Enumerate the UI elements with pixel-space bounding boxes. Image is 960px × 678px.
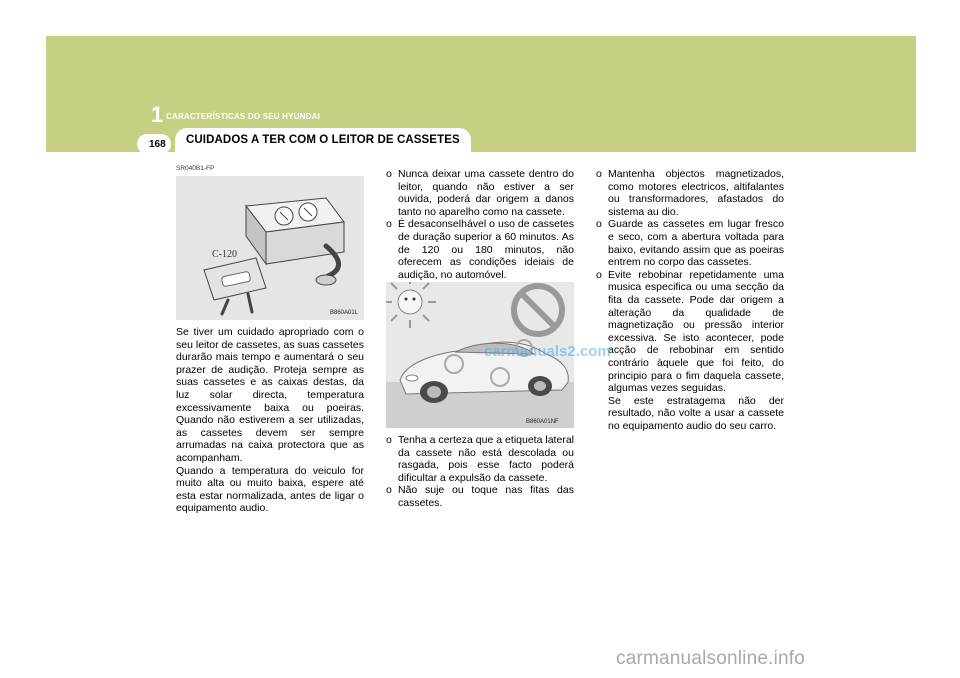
bullet-mark: o — [386, 218, 392, 231]
section-title: CUIDADOS A TER COM O LEITOR DE CASSETES — [186, 134, 460, 146]
list-item: o Tenha a certeza que a etiqueta lateral da cassete não está descolada ou rasgada, pois esse facto poderá dificultar a expulsão da cassete. — [386, 434, 574, 484]
watermark-mid[interactable]: carmanuals2.com — [484, 343, 611, 360]
photo-code: B860A01NF — [526, 419, 559, 425]
list-item: o É desaconselhável o uso de cassetes de duração superior a 60 minutos. As de 120 ou 180 minutos, não oferecem as condições ideiais de audição, no automóvel. — [386, 218, 574, 281]
cassette-player-illustration — [176, 176, 364, 320]
page-number: 168 — [149, 139, 166, 150]
bullet-mark: o — [596, 218, 602, 231]
list-item: o Evite rebobinar repetidamente uma musica especifica ou uma secção da fita da cassete. Pode dar origem a alteração da qualidade de magnetização ou pressão interior excessiva. Se isto acontecer, pode acção de rebobinar em sentido contrário àquele que foi feito, do principio para o fim daquela cassete, algumas vezes seguidas. — [596, 268, 784, 395]
figure-reference: SR040B1-FP — [176, 165, 215, 172]
intro-paragraph: Se tiver um cuidado apropriado com o seu leitor de cassetes, as suas cassetes durarão mais tempo e aumentará o seu prazer de audição. Proteja sempre as suas cassetes e as caixas destas, da luz solar directa, temperatura excessivamente baixa ou poeiras. Quando não estiverem a ser utilizadas, as cassetes devem ser sempre arrumadas na caixa protectora que as acompanham. — [176, 326, 364, 464]
column-2-bottom — [386, 434, 574, 510]
list-item: o Mantenha objectos magnetizados, como motores electricos, altifalantes ou transformadores, afastados do sistema au dio. — [596, 168, 784, 218]
bullet-mark: o — [596, 268, 602, 281]
bullet-mark: o — [596, 168, 602, 180]
chapter-number: 1 — [151, 102, 164, 127]
list-item: o Nunca deixar uma cassete dentro do leitor, quando não estiver a ser ouvida, poderá dar origem a danos tanto no aparelho como na cassete. — [386, 168, 574, 218]
watermark-bottom[interactable]: carmanualsonline.info — [616, 648, 806, 669]
bullet-mark: o — [386, 484, 392, 497]
column-3 — [596, 168, 784, 432]
bullet-mark: o — [386, 168, 392, 180]
cassette-label: C-120 — [212, 249, 237, 260]
chapter-title: CARACTERÍSTICAS DO SEU HYUNDAI — [166, 112, 321, 121]
column-1 — [176, 326, 364, 515]
figure-code: B860A01L — [330, 310, 359, 316]
cassette-player-drawing — [176, 176, 364, 320]
continuation-text: Se este estratagema não der resultado, não volte a usar a cassete no equipamento audio do seu carro. — [608, 394, 784, 432]
bullet-mark: o — [386, 434, 392, 446]
temperature-paragraph: Quando a temperatura do veiculo for muito alta ou muito baixa, espere até esta estar normalizada, antes de ligar o equipamento audio. — [176, 464, 364, 515]
list-item: o Não suje ou toque nas fitas das cassetes. — [386, 484, 574, 509]
column-2-top — [386, 168, 574, 281]
list-item: o Guarde as cassetes em lugar fresco e seco, com a abertura voltada para baixo, evitando assim que as poeiras entrem no corpo das cassetes. — [596, 218, 784, 269]
